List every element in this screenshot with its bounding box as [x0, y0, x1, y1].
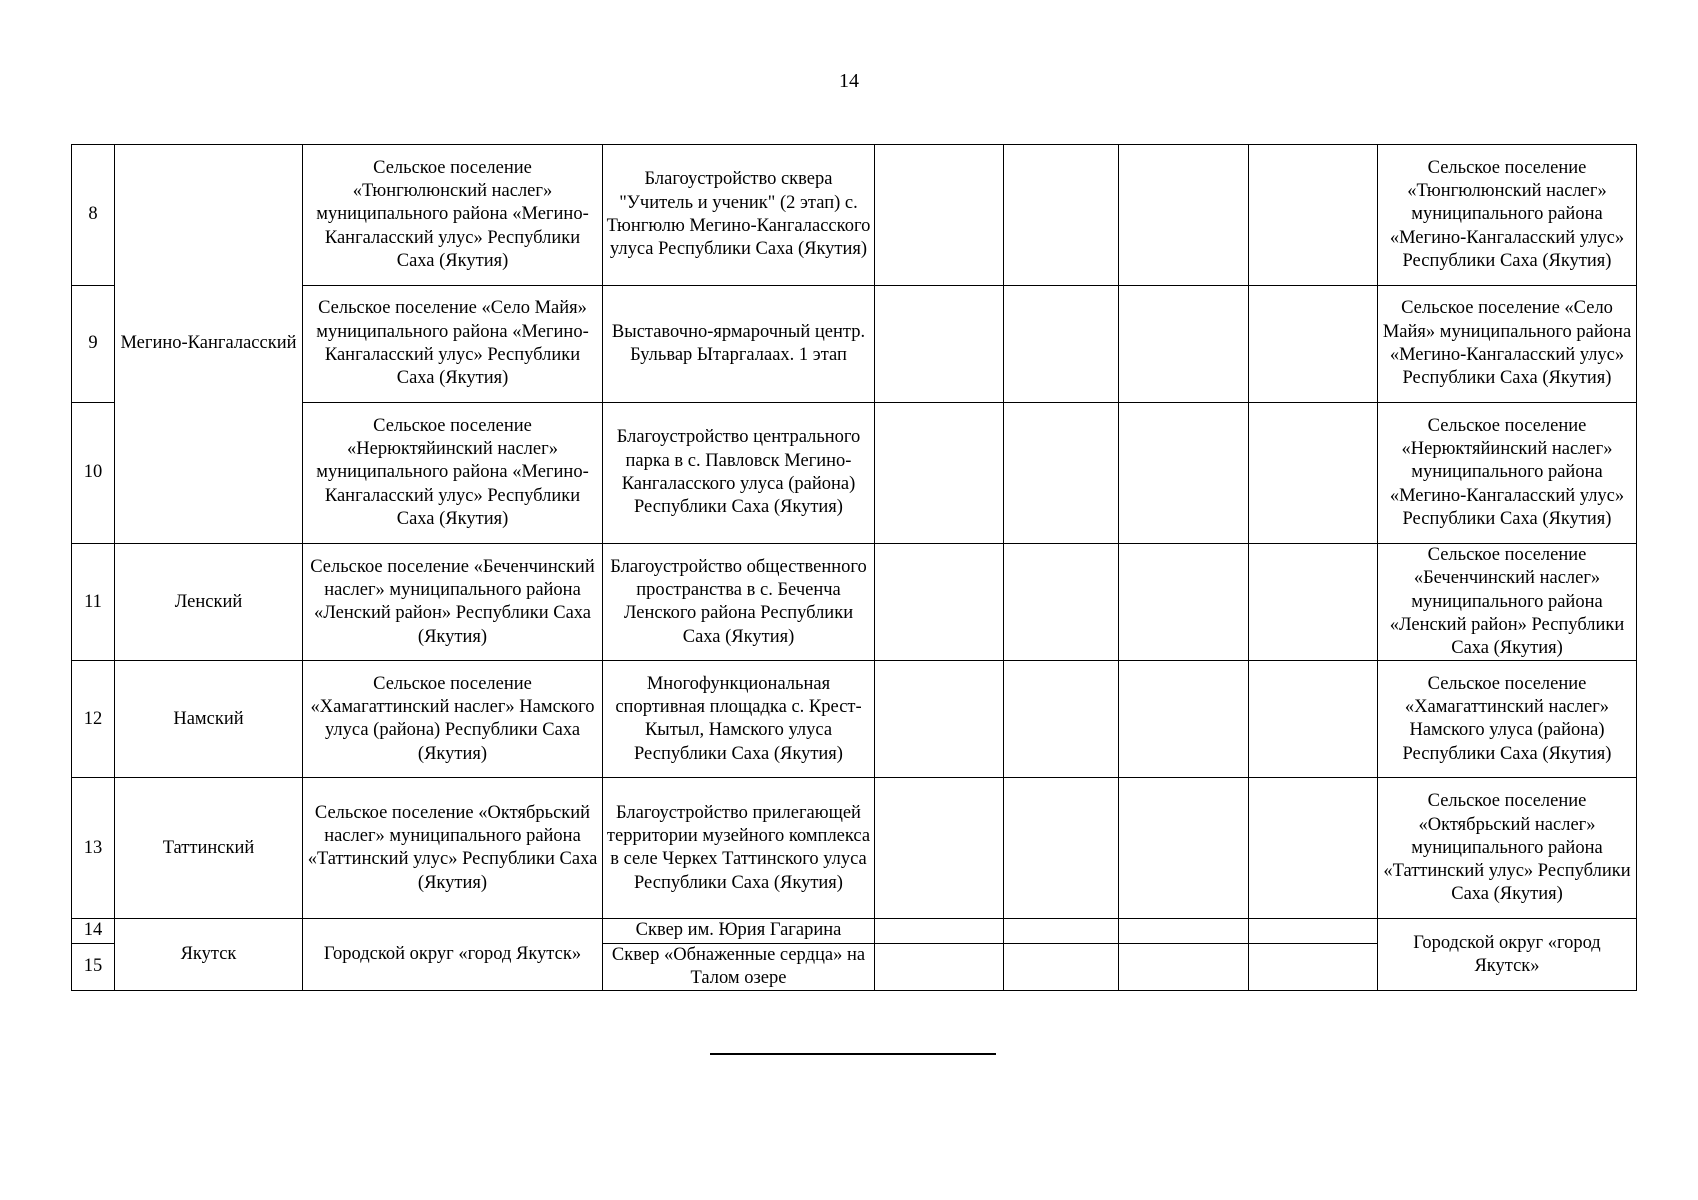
row-number: 8 [72, 145, 115, 286]
table-row [72, 544, 1637, 661]
empty-cell [1004, 919, 1119, 943]
empty-cell [1004, 661, 1119, 778]
district-cell: Таттинский [115, 778, 303, 919]
empty-cell [1249, 661, 1378, 778]
object-cell: Благоустройство центрального парка в с. Павловск Мегино-Кангаласского улуса (района) Республики Саха (Якутия) [603, 403, 875, 544]
empty-cell [875, 145, 1004, 286]
empty-cell [1119, 403, 1249, 544]
object-cell: Благоустройство общественного пространства в с. Беченча Ленского района Республики Саха (Якутия) [603, 544, 875, 661]
empty-cell [1249, 919, 1378, 943]
empty-cell [875, 286, 1004, 403]
object-cell: Сквер им. Юрия Гагарина [603, 919, 875, 943]
empty-cell [875, 661, 1004, 778]
table-row [72, 661, 1637, 778]
empty-cell [875, 544, 1004, 661]
municipality-cell: Сельское поселение «Октябрьский наслег» муниципального района «Таттинский улус» Республики Саха (Якутия) [303, 778, 603, 919]
recipient-cell: Сельское поселение «Октябрьский наслег» муниципального района «Таттинский улус» Республики Саха (Якутия) [1378, 778, 1637, 919]
object-cell: Сквер «Обнаженные сердца» на Талом озере [603, 943, 875, 991]
municipality-cell: Сельское поселение «Нерюктяйинский наслег» муниципального района «Мегино-Кангаласский улус» Республики Саха (Якутия) [303, 403, 603, 544]
empty-cell [1004, 145, 1119, 286]
objects-table [71, 144, 1637, 991]
empty-cell [1004, 544, 1119, 661]
table-row [72, 403, 1637, 544]
empty-cell [1004, 778, 1119, 919]
empty-cell [1119, 286, 1249, 403]
table-row [72, 145, 1637, 286]
page-number: 14 [839, 70, 859, 92]
empty-cell [875, 778, 1004, 919]
empty-cell [1249, 145, 1378, 286]
object-cell: Выставочно-ярмарочный центр. Бульвар Ытаргалаах. 1 этап [603, 286, 875, 403]
recipient-cell: Сельское поселение «Нерюктяйинский наслег» муниципального района «Мегино-Кангаласский улус» Республики Саха (Якутия) [1378, 403, 1637, 544]
table-row [72, 286, 1637, 403]
row-number: 15 [72, 943, 115, 991]
recipient-cell: Сельское поселение «Хамагаттинский наслег» Намского улуса (района) Республики Саха (Якутия) [1378, 661, 1637, 778]
recipient-cell: Сельское поселение «Тюнгюлюнский наслег» муниципального района «Мегино-Кангаласский улус» Республики Саха (Якутия) [1378, 145, 1637, 286]
empty-cell [1119, 943, 1249, 991]
empty-cell [1249, 286, 1378, 403]
municipality-cell: Сельское поселение «Хамагаттинский наслег» Намского улуса (района) Республики Саха (Якутия) [303, 661, 603, 778]
empty-cell [1119, 145, 1249, 286]
recipient-cell: Городской округ «город Якутск» [1378, 919, 1637, 991]
district-cell: Якутск [115, 919, 303, 991]
empty-cell [875, 403, 1004, 544]
object-cell: Благоустройство прилегающей территории музейного комплекса в селе Черкех Таттинского улуса Республики Саха (Якутия) [603, 778, 875, 919]
row-number: 14 [72, 919, 115, 943]
empty-cell [1119, 544, 1249, 661]
district-cell: Ленский [115, 544, 303, 661]
municipality-cell: Городской округ «город Якутск» [303, 919, 603, 991]
empty-cell [1119, 919, 1249, 943]
row-number: 13 [72, 778, 115, 919]
footer-divider [710, 1053, 996, 1055]
municipality-cell: Сельское поселение «Тюнгюлюнский наслег» муниципального района «Мегино-Кангаласский улус» Республики Саха (Якутия) [303, 145, 603, 286]
empty-cell [1004, 403, 1119, 544]
empty-cell [875, 943, 1004, 991]
empty-cell [1119, 778, 1249, 919]
recipient-cell: Сельское поселение «Беченчинский наслег» муниципального района «Ленский район» Республики Саха (Якутия) [1378, 544, 1637, 661]
row-number: 11 [72, 544, 115, 661]
row-number: 9 [72, 286, 115, 403]
district-cell: Мегино-Кангаласский [115, 145, 303, 544]
empty-cell [1249, 544, 1378, 661]
object-cell: Многофункциональная спортивная площадка с. Крест-Кытыл, Намского улуса Республики Саха (Якутия) [603, 661, 875, 778]
table-row [72, 778, 1637, 919]
municipality-cell: Сельское поселение «Беченчинский наслег» муниципального района «Ленский район» Республики Саха (Якутия) [303, 544, 603, 661]
empty-cell [875, 919, 1004, 943]
district-cell: Намский [115, 661, 303, 778]
table-row [72, 919, 1637, 943]
recipient-cell: Сельское поселение «Село Майя» муниципального района «Мегино-Кангаласский улус» Республики Саха (Якутия) [1378, 286, 1637, 403]
empty-cell [1249, 943, 1378, 991]
empty-cell [1249, 403, 1378, 544]
row-number: 10 [72, 403, 115, 544]
empty-cell [1249, 778, 1378, 919]
row-number: 12 [72, 661, 115, 778]
empty-cell [1119, 661, 1249, 778]
empty-cell [1004, 286, 1119, 403]
empty-cell [1004, 943, 1119, 991]
municipality-cell: Сельское поселение «Село Майя» муниципального района «Мегино-Кангаласский улус» Республики Саха (Якутия) [303, 286, 603, 403]
object-cell: Благоустройство сквера "Учитель и ученик" (2 этап) с. Тюнгюлю Мегино-Кангаласского улуса Республики Саха (Якутия) [603, 145, 875, 286]
